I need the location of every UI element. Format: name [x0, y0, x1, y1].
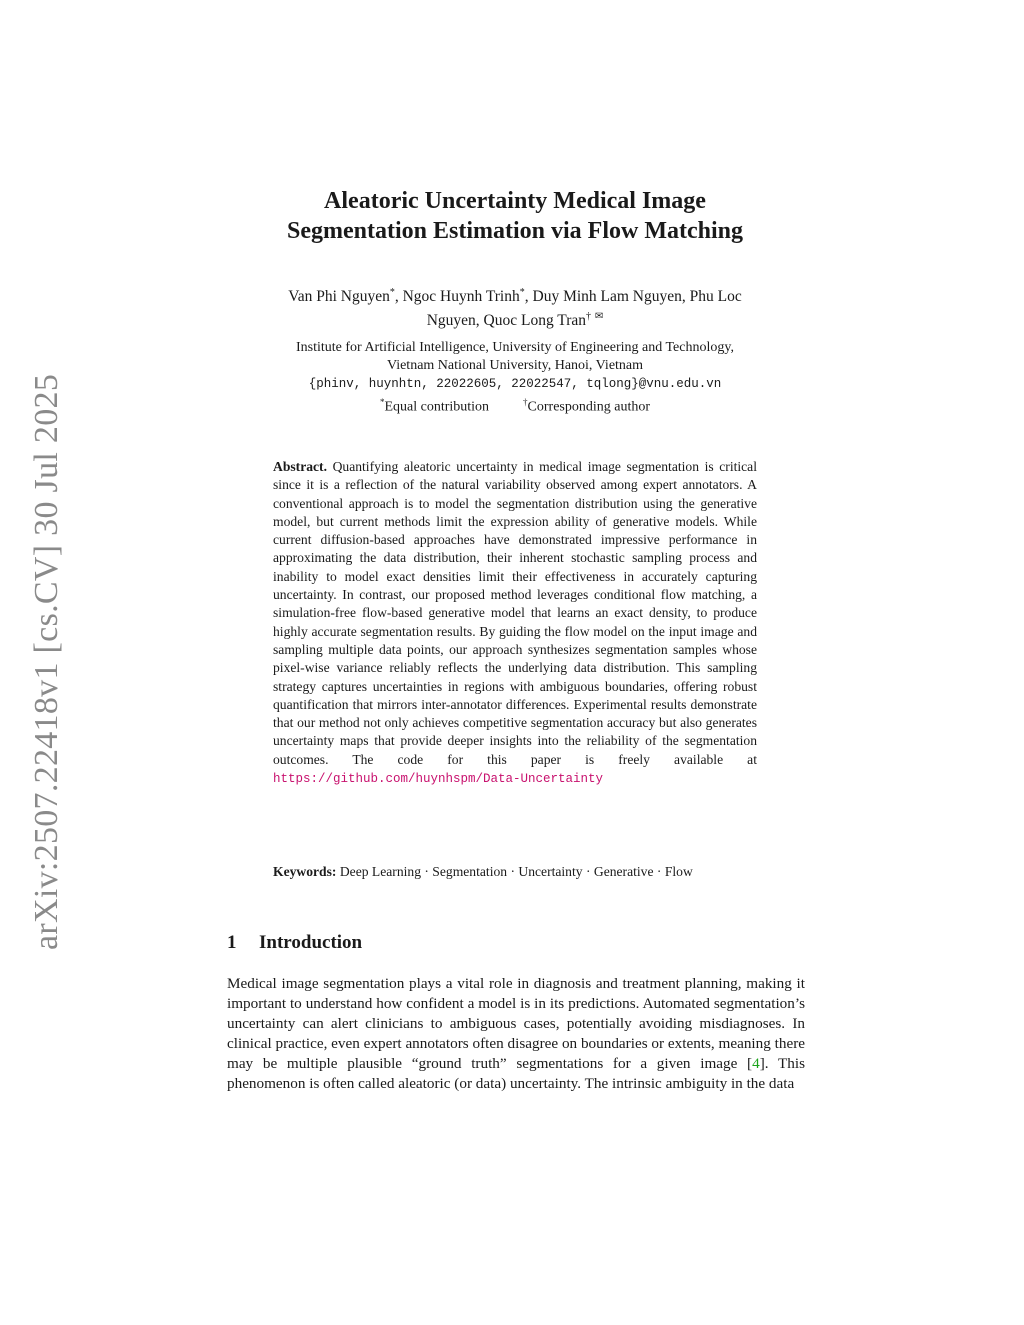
author-1: Van Phi Nguyen [288, 288, 390, 306]
title-line-1: Aleatoric Uncertainty Medical Image [324, 188, 706, 214]
abstract-text: Quantifying aleatoric uncertainty in medical image segmentation is critical since it is a reflection of the natural variability observed among expert annotators. A conventional approach is to model the segmentation distribution using the generative model, but current methods limit the expression ability of generative models. While current diffusion-based approaches have demonstrated impressive performance in approximating the data distribution, their inherent stochastic sampling process and inability to model exact densities limit their effectiveness in accurately capturing uncertainty. In contrast, our proposed method leverages conditional flow matching, a simulation-free flow-based generative model that learns an exact density, to produce highly accurate segmentation results. By guiding the flow model on the input image and sampling multiple data points, our approach synthesizes segmentation samples whose pixel-wise variance reliably reflects the underlying data distribution. This sampling strategy captures uncertainties in regions with ambiguous boundaries, offering robust quantification that mirrors inter-annotator differences. Experimental results demonstrate that our method not only achieves competitive segmentation accuracy but also generates uncertainty maps that provide deeper insights into the reliability of the segmentation outcomes. The code for this paper is freely available at [273, 459, 757, 767]
keywords-text: Deep Learning · Segmentation · Uncertainty · Generative · Flow [339, 864, 693, 879]
author-separator: , [394, 288, 403, 306]
arxiv-identifier: arXiv:2507.22418v1 [cs.CV] 30 Jul 2025 [28, 373, 65, 950]
title-line-2: Segmentation Estimation via Flow Matching [287, 218, 743, 244]
abstract [273, 458, 757, 788]
equal-contribution-mark: * [379, 397, 385, 407]
intro-text-continued: . This phenomenon is often called aleatoric (or data) uncertainty. The intrinsic ambiguity in the data [227, 1055, 805, 1092]
authors-line-2 [230, 307, 800, 331]
affiliation-line-1: Institute for Artificial Intelligence, University of Engineering and Technology, [296, 340, 734, 355]
corresponding-author-note: Corresponding author [527, 399, 651, 415]
affiliation-line-2: Vietnam National University, Hanoi, Vietnam [386, 358, 644, 373]
keywords [273, 863, 757, 881]
author-list [230, 283, 800, 331]
authors-line-1 [230, 283, 800, 307]
section-title: Introduction [259, 932, 363, 953]
code-repository-link[interactable]: https://github.com/huynhspm/Data-Uncertainty [273, 772, 604, 787]
intro-text: Medical image segmentation plays a vital role in diagnosis and treatment planning, making it important to understand how confident a model is in its predictions. Automated segmentation’s uncertainty can alert clinicians to ambiguous cases, potentially avoiding misdiagnoses. In clinical practice, even expert annotators often disagree on boundaries or extents, meaning there may be multiple plausible “ground truth” segmentations for a given image [227, 975, 805, 1072]
section-number: 1 [227, 932, 237, 953]
authors-rest: , Duy Minh Lam Nguyen, Phu Loc [524, 288, 742, 306]
section-heading [227, 932, 362, 954]
abstract-label: Abstract. [273, 459, 327, 474]
equal-contribution-note: Equal contribution [384, 399, 490, 415]
envelope-icon: ✉ [594, 311, 604, 323]
author-last: Nguyen, Quoc Long Tran [426, 312, 587, 330]
citation-bracket-open: [ [747, 1055, 753, 1072]
citation-link[interactable]: 4 [752, 1055, 760, 1072]
paper-title [200, 186, 830, 246]
author-2: Ngoc Huynh Trinh [402, 288, 520, 306]
introduction-paragraph [227, 974, 805, 1094]
keywords-label: Keywords: [273, 864, 337, 879]
affiliation-block [230, 339, 800, 417]
contribution-notes [230, 393, 800, 417]
citation-bracket-close: ] [759, 1055, 765, 1072]
author-emails: {phinv, huynhtn, 22022605, 22022547, tqlong}@vnu.edu.vn [308, 377, 722, 391]
corresponding-mark: † [523, 397, 528, 407]
corresponding-mark: † [586, 311, 592, 323]
equal-contribution-mark: * [519, 287, 525, 298]
equal-contribution-mark: * [389, 287, 395, 298]
